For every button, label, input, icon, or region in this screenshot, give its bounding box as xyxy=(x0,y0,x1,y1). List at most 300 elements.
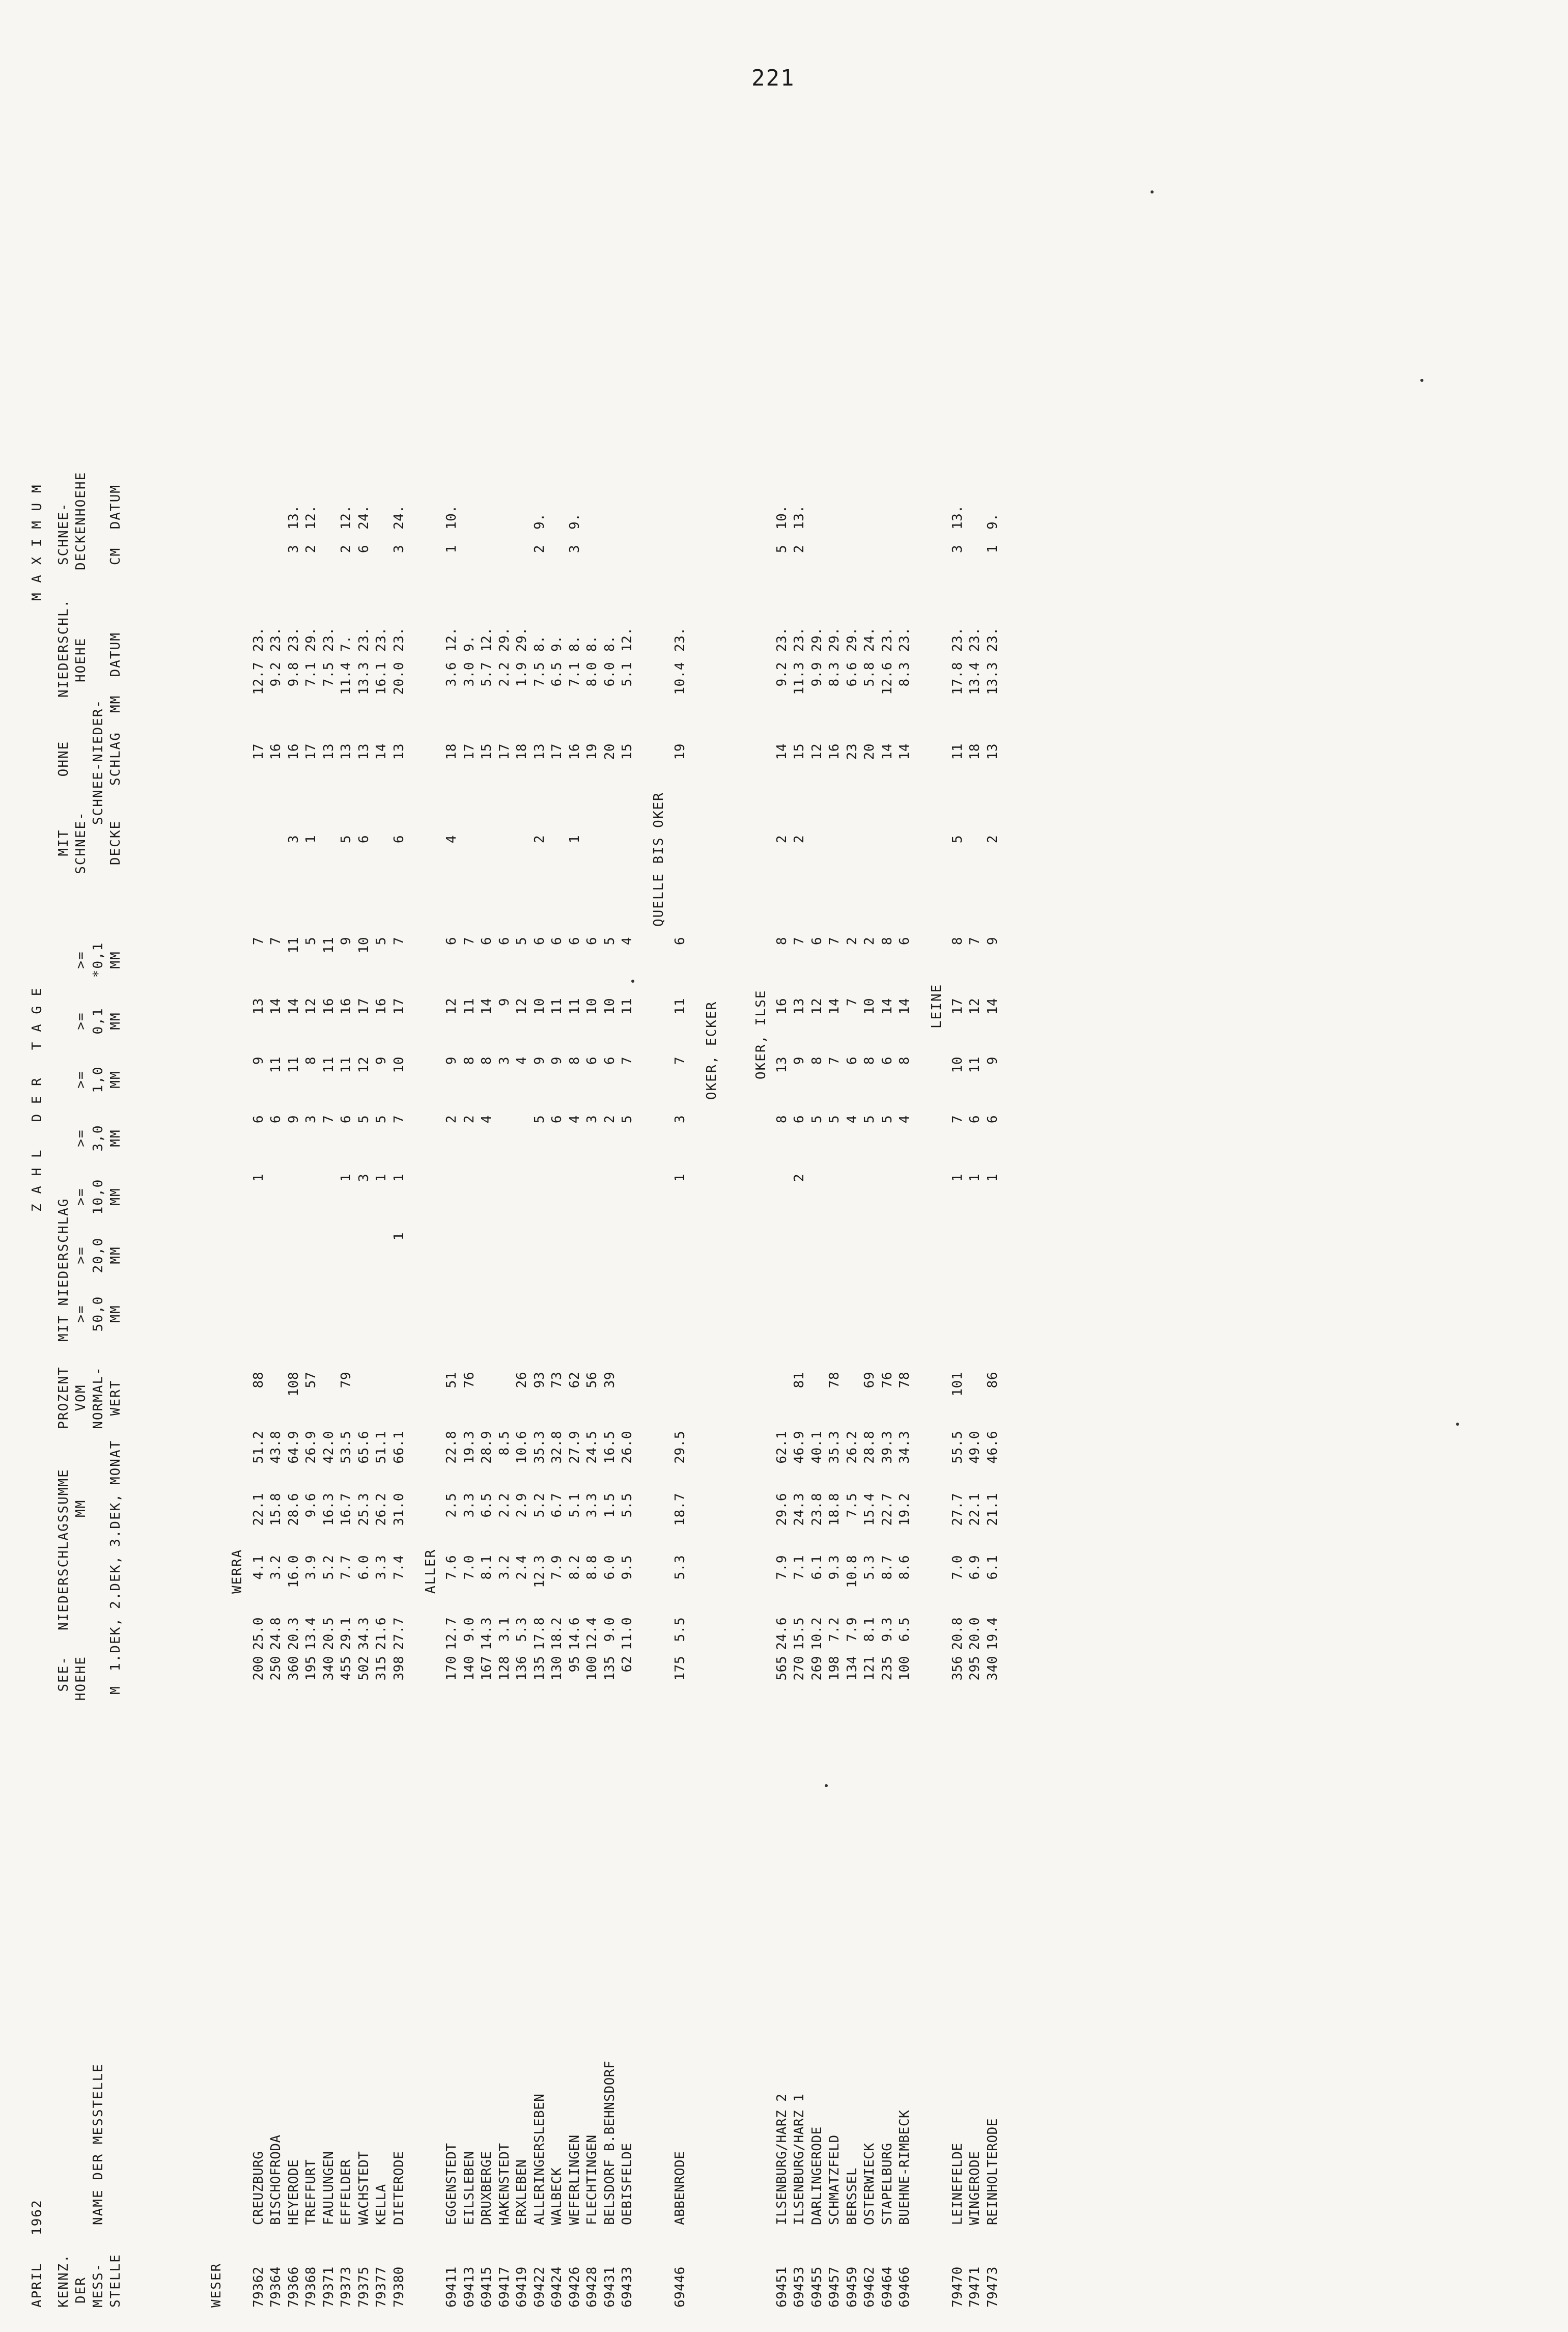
cell-maxd: 23. xyxy=(879,627,895,652)
cell-maxmm: 7.5 xyxy=(531,662,547,687)
cell-d2: 3.2 xyxy=(268,1555,284,1580)
cell-hoehe: 130 xyxy=(549,1656,565,1681)
cell-d2: 6.1 xyxy=(809,1555,825,1580)
cell-t1: 6 xyxy=(602,1057,618,1065)
cell-d2: 8.6 xyxy=(897,1555,913,1580)
cell-d2: 4.1 xyxy=(250,1555,266,1580)
cell-t1: 9 xyxy=(444,1057,460,1065)
cell-ohne: 15 xyxy=(479,743,495,760)
cell-name: WEFERLINGEN xyxy=(567,2134,582,2225)
cell-proz: 51 xyxy=(444,1372,460,1389)
cell-id: 79470 xyxy=(949,2266,965,2308)
cell-ohne: 17 xyxy=(496,743,512,760)
cell-maxd: 23. xyxy=(374,627,389,652)
cell-t1: 9 xyxy=(792,1057,807,1065)
scan-speck xyxy=(1151,190,1154,193)
cell-scm: 6 xyxy=(356,545,372,553)
cell-schnee: 1 xyxy=(567,835,582,844)
cell-ohne: 12 xyxy=(809,743,825,760)
cell-schnee: 2 xyxy=(792,835,807,844)
cell-ohne: 19 xyxy=(672,743,688,760)
cell-id: 69457 xyxy=(827,2266,843,2308)
cell-name: FAULUNGEN xyxy=(321,2151,337,2225)
cell-tstar: 7 xyxy=(391,937,407,946)
cell-t01: 16 xyxy=(374,998,389,1015)
cell-d1: 19.4 xyxy=(985,1617,1000,1650)
cell-d3: 16.7 xyxy=(339,1493,354,1526)
cell-d2: 6.9 xyxy=(967,1555,983,1580)
cell-d2: 3.2 xyxy=(496,1555,512,1580)
cell-ohne: 13 xyxy=(339,743,354,760)
group-label: ALLER xyxy=(423,1548,438,1594)
header-gt-2: >= xyxy=(73,1187,89,1206)
cell-maxd: 23. xyxy=(250,627,266,652)
cell-proz: 39 xyxy=(602,1372,618,1389)
cell-t01: 11 xyxy=(620,998,635,1015)
cell-maxmm: 5.8 xyxy=(862,662,878,687)
cell-name: BERSSEL xyxy=(844,2167,860,2225)
cell-name: ERXLEBEN xyxy=(514,2159,530,2225)
cell-ohne: 18 xyxy=(514,743,530,760)
cell-maxmm: 7.1 xyxy=(567,662,582,687)
cell-t3: 5 xyxy=(531,1115,547,1124)
cell-d3: 22.1 xyxy=(967,1493,983,1526)
cell-d3: 25.3 xyxy=(356,1493,372,1526)
header-dek1: 1.DEK, xyxy=(108,1617,123,1671)
cell-id: 79368 xyxy=(303,2266,319,2308)
cell-monat: 62.1 xyxy=(774,1431,790,1464)
cell-monat: 66.1 xyxy=(391,1431,407,1464)
cell-hoehe: 269 xyxy=(809,1656,825,1681)
header-mit-schnee-3: DECKE xyxy=(108,820,123,866)
cell-name: BISCHOFRODA xyxy=(268,2134,284,2225)
cell-t1: 6 xyxy=(879,1057,895,1065)
cell-d3: 27.7 xyxy=(949,1493,965,1526)
cell-d3: 3.3 xyxy=(461,1493,477,1518)
cell-t01: 17 xyxy=(949,998,965,1015)
cell-proz: 108 xyxy=(286,1372,301,1397)
cell-d2: 8.7 xyxy=(879,1555,895,1580)
cell-t3: 5 xyxy=(374,1115,389,1124)
scan-speck xyxy=(825,1784,828,1787)
header-threshold-5: 0,1 xyxy=(91,1007,106,1035)
cell-t01: 14 xyxy=(286,998,301,1015)
cell-d1: 20.0 xyxy=(967,1617,983,1650)
cell-tstar: 5 xyxy=(602,937,618,946)
cell-tstar: 7 xyxy=(461,937,477,946)
cell-id: 69411 xyxy=(444,2266,460,2308)
cell-maxd: 12. xyxy=(620,627,635,652)
cell-tstar: 6 xyxy=(672,937,688,946)
header-see-2: HOEHE xyxy=(73,1656,89,1701)
header-threshold-4: 1,0 xyxy=(91,1066,106,1093)
cell-t01: 12 xyxy=(967,998,983,1015)
cell-monat: 40.1 xyxy=(809,1431,825,1464)
cell-ohne: 13 xyxy=(391,743,407,760)
cell-schnee: 5 xyxy=(949,835,965,844)
cell-d1: 18.2 xyxy=(549,1617,565,1650)
cell-d3: 21.1 xyxy=(985,1493,1000,1526)
cell-name: LEINEFELDE xyxy=(949,2143,965,2225)
cell-proz: 76 xyxy=(461,1372,477,1389)
cell-id: 69431 xyxy=(602,2266,618,2308)
cell-maxmm: 13.3 xyxy=(985,662,1000,695)
cell-d2: 9.5 xyxy=(620,1555,635,1580)
cell-name: SCHMATZFELD xyxy=(827,2134,843,2225)
cell-id: 79380 xyxy=(391,2266,407,2308)
cell-d2: 3.9 xyxy=(303,1555,319,1580)
cell-name: EILSLEBEN xyxy=(461,2151,477,2225)
header-max-nied-3: MM DATUM xyxy=(108,632,123,713)
cell-sd: 13. xyxy=(286,505,301,530)
cell-ohne: 13 xyxy=(321,743,337,760)
cell-monat: 10.6 xyxy=(514,1431,530,1464)
cell-d3: 26.2 xyxy=(374,1493,389,1526)
cell-d1: 5.5 xyxy=(672,1617,688,1642)
cell-tstar: 7 xyxy=(268,937,284,946)
cell-maxd: 8. xyxy=(602,635,618,652)
cell-maxmm: 3.6 xyxy=(444,662,460,687)
cell-t1: 11 xyxy=(268,1057,284,1073)
cell-t1: 8 xyxy=(479,1057,495,1065)
cell-d1: 7.9 xyxy=(844,1617,860,1642)
cell-t01: 11 xyxy=(672,998,688,1015)
cell-t3: 6 xyxy=(250,1115,266,1124)
cell-hoehe: 135 xyxy=(602,1656,618,1681)
cell-maxd: 23. xyxy=(949,627,965,652)
cell-id: 79371 xyxy=(321,2266,337,2308)
header-kennz-3: MESS- xyxy=(91,2262,106,2308)
cell-id: 79473 xyxy=(985,2266,1000,2308)
cell-proz: 81 xyxy=(792,1372,807,1389)
cell-schnee: 2 xyxy=(985,835,1000,844)
cell-ohne: 13 xyxy=(356,743,372,760)
cell-d1: 8.1 xyxy=(862,1617,878,1642)
cell-tstar: 7 xyxy=(827,937,843,946)
cell-ohne: 14 xyxy=(897,743,913,760)
cell-t10: 1 xyxy=(374,1174,389,1182)
cell-d2: 7.0 xyxy=(461,1555,477,1580)
cell-name: DIETERODE xyxy=(391,2151,407,2225)
cell-t3: 3 xyxy=(584,1115,600,1124)
cell-monat: 51.2 xyxy=(250,1431,266,1464)
cell-proz: 93 xyxy=(531,1372,547,1389)
scan-speck xyxy=(631,980,634,983)
cell-monat: 34.3 xyxy=(897,1431,913,1464)
cell-t01: 13 xyxy=(250,998,266,1015)
cell-t10: 1 xyxy=(949,1174,965,1182)
cell-d1: 27.7 xyxy=(391,1617,407,1650)
cell-ohne: 15 xyxy=(792,743,807,760)
cell-maxmm: 8.0 xyxy=(584,662,600,687)
cell-schnee: 6 xyxy=(391,835,407,844)
cell-sd: 13. xyxy=(949,505,965,530)
cell-monat: 51.1 xyxy=(374,1431,389,1464)
cell-hoehe: 340 xyxy=(985,1656,1000,1681)
cell-tstar: 2 xyxy=(844,937,860,946)
cell-id: 69422 xyxy=(531,2266,547,2308)
cell-monat: 35.3 xyxy=(531,1431,547,1464)
cell-name: ABBENRODE xyxy=(672,2151,688,2225)
group-label: OKER, ILSE xyxy=(753,989,769,1079)
cell-maxd: 29. xyxy=(303,627,319,652)
header-mm-2: MM xyxy=(108,1187,123,1206)
header-threshold-0: 50,0 xyxy=(91,1295,106,1332)
cell-name: KELLA xyxy=(374,2184,389,2225)
cell-hoehe: 135 xyxy=(531,1656,547,1681)
header-max-nied-1: NIEDERSCHL. xyxy=(56,598,71,698)
cell-maxd: 23. xyxy=(897,627,913,652)
cell-maxd: 7. xyxy=(339,635,354,652)
cell-ohne: 15 xyxy=(620,743,635,760)
cell-d2: 5.3 xyxy=(862,1555,878,1580)
cell-maxmm: 8.3 xyxy=(897,662,913,687)
cell-hoehe: 167 xyxy=(479,1656,495,1681)
cell-d1: 21.6 xyxy=(374,1617,389,1650)
cell-d3: 6.7 xyxy=(549,1493,565,1518)
cell-t1: 9 xyxy=(985,1057,1000,1065)
cell-tstar: 6 xyxy=(479,937,495,946)
cell-d1: 20.8 xyxy=(949,1617,965,1650)
cell-hoehe: 565 xyxy=(774,1656,790,1681)
cell-t3: 2 xyxy=(444,1115,460,1124)
cell-scm: 1 xyxy=(985,545,1000,553)
cell-scm: 2 xyxy=(531,545,547,553)
cell-monat: 35.3 xyxy=(827,1431,843,1464)
header-nied-mm: MM xyxy=(73,1499,89,1517)
cell-t3: 3 xyxy=(303,1115,319,1124)
cell-sd: 9. xyxy=(531,513,547,530)
cell-scm: 5 xyxy=(774,545,790,553)
cell-sd: 9. xyxy=(985,513,1000,530)
cell-d2: 7.9 xyxy=(549,1555,565,1580)
header-mit-schnee-1: MIT xyxy=(56,829,71,856)
cell-d3: 5.2 xyxy=(531,1493,547,1518)
cell-d1: 7.2 xyxy=(827,1617,843,1642)
cell-scm: 2 xyxy=(303,545,319,553)
cell-hoehe: 121 xyxy=(862,1656,878,1681)
cell-t01: 10 xyxy=(531,998,547,1015)
header-mm-4: MM xyxy=(108,1070,123,1089)
header-gt-1: >= xyxy=(73,1246,89,1264)
cell-hoehe: 198 xyxy=(827,1656,843,1681)
cell-d1: 14.3 xyxy=(479,1617,495,1650)
cell-d1: 6.5 xyxy=(897,1617,913,1642)
cell-t3: 5 xyxy=(879,1115,895,1124)
cell-t1: 8 xyxy=(567,1057,582,1065)
cell-tstar: 11 xyxy=(321,937,337,954)
cell-d1: 13.4 xyxy=(303,1617,319,1650)
cell-id: 69464 xyxy=(879,2266,895,2308)
header-mm-3: MM xyxy=(108,1129,123,1147)
cell-scm: 3 xyxy=(567,545,582,553)
cell-ohne: 14 xyxy=(879,743,895,760)
cell-maxmm: 5.1 xyxy=(620,662,635,687)
cell-id: 69428 xyxy=(584,2266,600,2308)
cell-name: WALBECK xyxy=(549,2167,565,2225)
cell-t3: 5 xyxy=(827,1115,843,1124)
cell-t10: 1 xyxy=(339,1174,354,1182)
cell-d3: 5.5 xyxy=(620,1493,635,1518)
cell-monat: 55.5 xyxy=(949,1431,965,1464)
cell-d1: 9.3 xyxy=(879,1617,895,1642)
cell-t1: 8 xyxy=(809,1057,825,1065)
header-prozent-4: WERT xyxy=(108,1379,123,1416)
cell-d3: 24.3 xyxy=(792,1493,807,1526)
cell-d3: 5.1 xyxy=(567,1493,582,1518)
cell-sd: 10. xyxy=(774,505,790,530)
cell-schnee: 3 xyxy=(286,835,301,844)
cell-monat: 19.3 xyxy=(461,1431,477,1464)
cell-t1: 8 xyxy=(862,1057,878,1065)
cell-d3: 1.5 xyxy=(602,1493,618,1518)
cell-d1: 20.3 xyxy=(286,1617,301,1650)
cell-hoehe: 140 xyxy=(461,1656,477,1681)
group-label: OKER, ECKER xyxy=(704,1001,719,1100)
cell-t01: 7 xyxy=(844,998,860,1007)
cell-hoehe: 360 xyxy=(286,1656,301,1681)
cell-maxmm: 6.6 xyxy=(844,662,860,687)
cell-t1: 12 xyxy=(356,1057,372,1073)
header-prozent-3: NORMAL- xyxy=(91,1366,106,1429)
cell-d2: 5.2 xyxy=(321,1555,337,1580)
cell-t01: 16 xyxy=(321,998,337,1015)
cell-scm: 3 xyxy=(286,545,301,553)
cell-tstar: 11 xyxy=(286,937,301,954)
header-max-schnee-3: CM DATUM xyxy=(108,484,123,565)
cell-hoehe: 455 xyxy=(339,1656,354,1681)
cell-tstar: 10 xyxy=(356,937,372,954)
cell-d1: 15.5 xyxy=(792,1617,807,1650)
cell-monat: 8.5 xyxy=(496,1431,512,1456)
cell-hoehe: 170 xyxy=(444,1656,460,1681)
cell-sd: 24. xyxy=(356,505,372,530)
cell-name: REINHOLTERODE xyxy=(985,2118,1000,2225)
cell-t3: 7 xyxy=(949,1115,965,1124)
cell-maxd: 12. xyxy=(444,627,460,652)
cell-hoehe: 100 xyxy=(897,1656,913,1681)
cell-proz: 101 xyxy=(949,1372,965,1397)
cell-tstar: 5 xyxy=(303,937,319,946)
cell-t01: 14 xyxy=(268,998,284,1015)
cell-maxd: 29. xyxy=(827,627,843,652)
cell-tstar: 6 xyxy=(496,937,512,946)
cell-maxd: 12. xyxy=(479,627,495,652)
cell-d1: 5.3 xyxy=(514,1617,530,1642)
cell-d1: 9.0 xyxy=(461,1617,477,1642)
cell-proz: 62 xyxy=(567,1372,582,1389)
cell-name: FLECHTINGEN xyxy=(584,2134,600,2225)
cell-maxd: 9. xyxy=(549,635,565,652)
cell-maxmm: 9.2 xyxy=(268,662,284,687)
cell-t01: 12 xyxy=(444,998,460,1015)
cell-name: ILSENBURG/HARZ 2 xyxy=(774,2093,790,2225)
cell-maxd: 23. xyxy=(967,627,983,652)
cell-maxmm: 10.4 xyxy=(672,662,688,695)
cell-t3: 6 xyxy=(792,1115,807,1124)
cell-monat: 46.9 xyxy=(792,1431,807,1464)
header-kennz-4: STELLE xyxy=(108,2254,123,2308)
cell-sd: 13. xyxy=(792,505,807,530)
cell-maxmm: 12.6 xyxy=(879,662,895,695)
cell-d3: 15.4 xyxy=(862,1493,878,1526)
cell-tstar: 9 xyxy=(339,937,354,946)
cell-proz: 78 xyxy=(897,1372,913,1389)
cell-t1: 7 xyxy=(620,1057,635,1065)
cell-d2: 7.1 xyxy=(792,1555,807,1580)
cell-name: EGGENSTEDT xyxy=(444,2143,460,2225)
cell-ohne: 14 xyxy=(774,743,790,760)
cell-maxmm: 20.0 xyxy=(391,662,407,695)
cell-t3: 6 xyxy=(549,1115,565,1124)
cell-maxmm: 11.3 xyxy=(792,662,807,695)
cell-t01: 12 xyxy=(809,998,825,1015)
cell-t01: 9 xyxy=(496,998,512,1007)
cell-maxmm: 9.2 xyxy=(774,662,790,687)
cell-t10: 1 xyxy=(967,1174,983,1182)
cell-maxmm: 8.3 xyxy=(827,662,843,687)
cell-d2: 7.6 xyxy=(444,1555,460,1580)
cell-proz: 69 xyxy=(862,1372,878,1389)
cell-id: 69466 xyxy=(897,2266,913,2308)
cell-tstar: 4 xyxy=(620,937,635,946)
cell-maxd: 23. xyxy=(672,627,688,652)
cell-d1: 20.5 xyxy=(321,1617,337,1650)
cell-d1: 24.8 xyxy=(268,1617,284,1650)
cell-maxd: 23. xyxy=(356,627,372,652)
cell-proz: 88 xyxy=(250,1372,266,1389)
cell-maxd: 29. xyxy=(809,627,825,652)
cell-name: STAPELBURG xyxy=(879,2143,895,2225)
cell-t01: 12 xyxy=(303,998,319,1015)
cell-name: ILSENBURG/HARZ 1 xyxy=(792,2093,807,2225)
cell-d3: 9.6 xyxy=(303,1493,319,1518)
cell-tstar: 7 xyxy=(967,937,983,946)
cell-scm: 2 xyxy=(339,545,354,553)
cell-tstar: 8 xyxy=(879,937,895,946)
cell-t01: 11 xyxy=(549,998,565,1015)
year-label: 1962 xyxy=(30,2199,45,2235)
cell-name: EFFELDER xyxy=(339,2159,354,2225)
cell-hoehe: 100 xyxy=(584,1656,600,1681)
cell-id: 69417 xyxy=(496,2266,512,2308)
cell-d2: 6.0 xyxy=(356,1555,372,1580)
cell-hoehe: 136 xyxy=(514,1656,530,1681)
cell-t1: 6 xyxy=(584,1057,600,1065)
header-ohne-2: SCHNEE-NIEDER- xyxy=(91,699,106,825)
cell-scm: 2 xyxy=(792,545,807,553)
cell-t1: 3 xyxy=(496,1057,512,1065)
cell-maxmm: 6.0 xyxy=(602,662,618,687)
cell-t01: 11 xyxy=(567,998,582,1015)
cell-monat: 26.9 xyxy=(303,1431,319,1464)
cell-maxmm: 16.1 xyxy=(374,662,389,695)
cell-t01: 11 xyxy=(461,998,477,1015)
cell-d1: 29.1 xyxy=(339,1617,354,1650)
cell-sd: 24. xyxy=(391,505,407,530)
cell-scm: 3 xyxy=(949,545,965,553)
cell-monat: 26.2 xyxy=(844,1431,860,1464)
cell-proz: 73 xyxy=(549,1372,565,1389)
header-mit-niederschlag: MIT NIEDERSCHLAG xyxy=(56,1198,71,1342)
cell-d2: 7.7 xyxy=(339,1555,354,1580)
cell-hoehe: 398 xyxy=(391,1656,407,1681)
cell-t10: 1 xyxy=(250,1174,266,1182)
cell-t01: 12 xyxy=(514,998,530,1015)
cell-monat: 43.8 xyxy=(268,1431,284,1464)
cell-scm: 3 xyxy=(391,545,407,553)
cell-t01: 10 xyxy=(584,998,600,1015)
